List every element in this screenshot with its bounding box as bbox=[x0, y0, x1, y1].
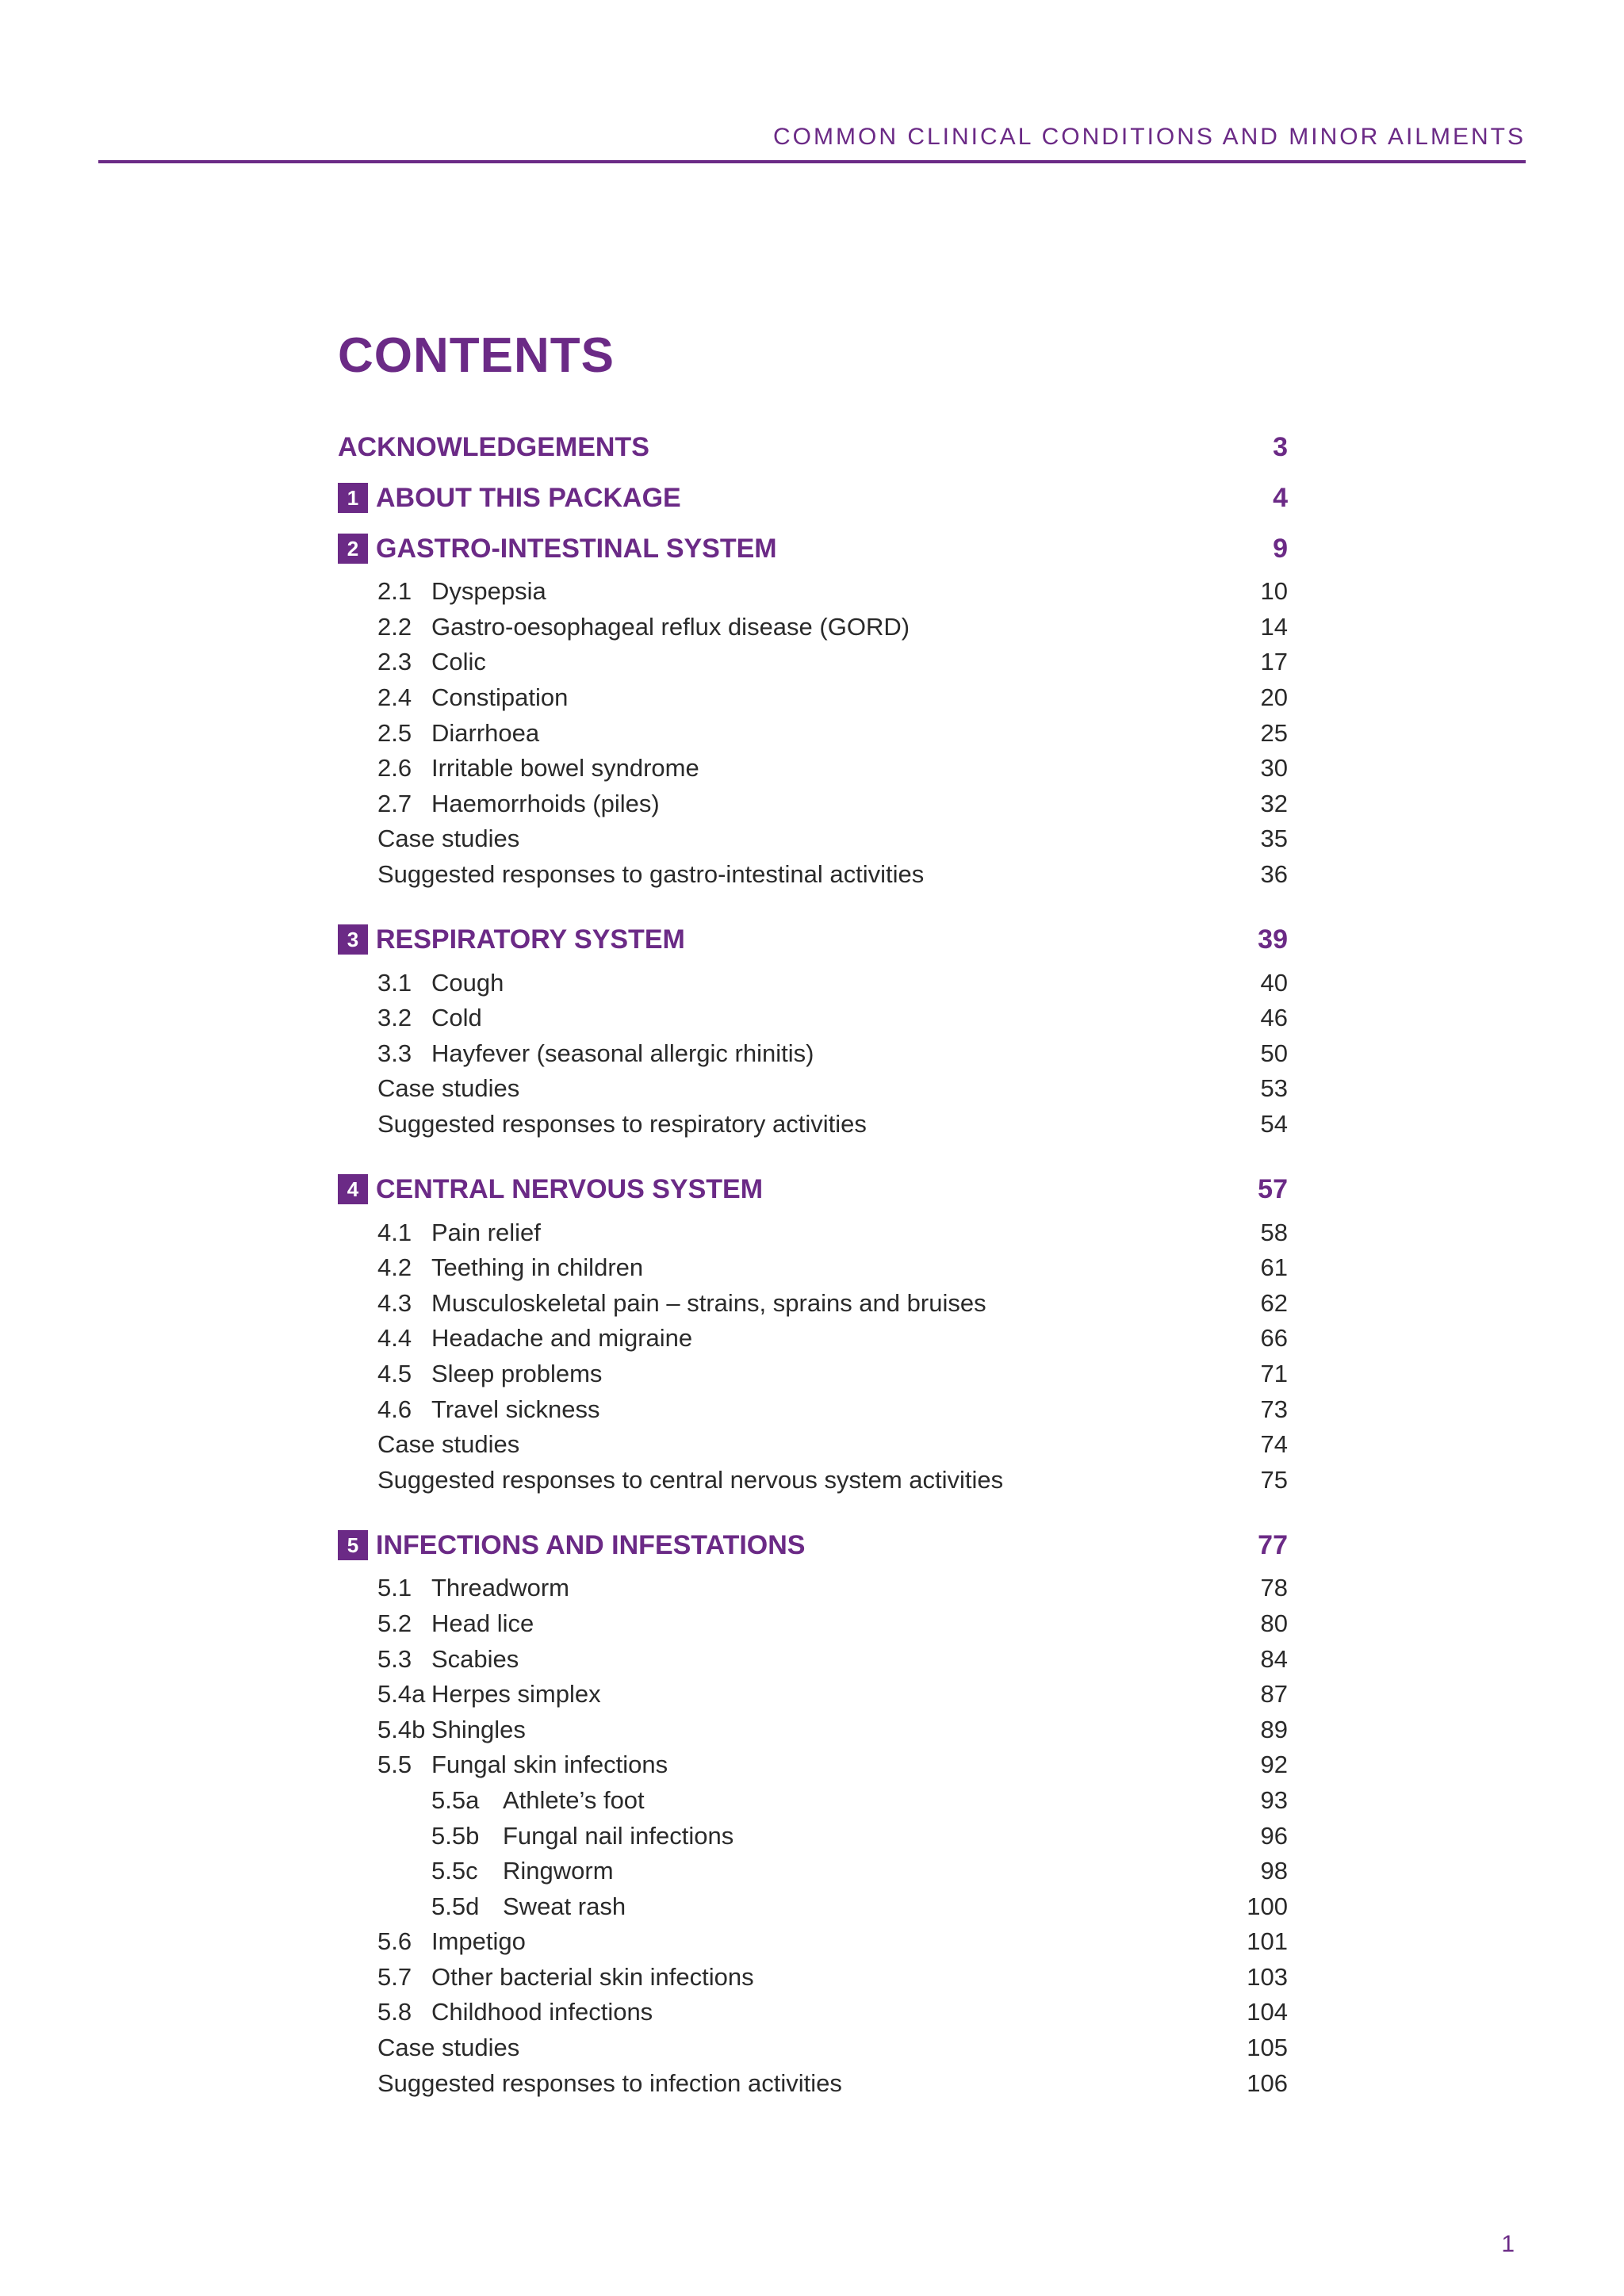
header-rule bbox=[98, 160, 1526, 163]
entry-label: Gastro-oesophageal reflux disease (GORD) bbox=[431, 612, 910, 641]
entry-label-group bbox=[377, 683, 568, 712]
entry-label-group bbox=[431, 1857, 614, 1885]
entry-label-group bbox=[377, 790, 660, 818]
entry-label: Colic bbox=[431, 648, 486, 676]
entry-label-group bbox=[377, 1998, 653, 2026]
entry-code: 3.3 bbox=[377, 1039, 412, 1067]
toc-subentry[interactable] bbox=[338, 1391, 1288, 1427]
entry-label: Suggested responses to central nervous system activities bbox=[377, 1465, 1004, 1494]
entry-code: 2.6 bbox=[377, 754, 412, 783]
toc-subentry[interactable] bbox=[338, 680, 1288, 716]
entry-label-group bbox=[377, 1716, 526, 1744]
entry-page-number: 98 bbox=[1260, 1857, 1288, 1885]
section-page-number: 39 bbox=[1258, 924, 1288, 955]
section-number-badge: 1 bbox=[338, 483, 368, 513]
toc-subentry[interactable] bbox=[338, 645, 1288, 680]
toc-subsubentry[interactable] bbox=[338, 1854, 1288, 1889]
entry-code: 5.3 bbox=[377, 1644, 412, 1673]
entry-code: 4.4 bbox=[377, 1324, 412, 1353]
toc-entry-title: ACKNOWLEDGEMENTS bbox=[338, 431, 649, 462]
entry-label: Dyspepsia bbox=[431, 577, 546, 606]
page-number: 1 bbox=[1501, 2231, 1515, 2257]
entry-code: 2.2 bbox=[377, 612, 412, 641]
entry-label-group bbox=[431, 1822, 733, 1850]
section-heading-label bbox=[338, 483, 681, 514]
entry-page-number: 61 bbox=[1260, 1253, 1288, 1282]
toc-subentry[interactable] bbox=[338, 2065, 1288, 2101]
toc-subentry[interactable] bbox=[338, 1250, 1288, 1286]
section-number-badge: 4 bbox=[338, 1174, 368, 1204]
section-title: GASTRO-INTESTINAL SYSTEM bbox=[376, 533, 777, 564]
entry-page-number: 89 bbox=[1260, 1715, 1288, 1743]
entry-label: Impetigo bbox=[431, 1927, 526, 1956]
entry-page-number: 96 bbox=[1260, 1821, 1288, 1850]
entry-label: Threadworm bbox=[431, 1574, 569, 1602]
entry-code: 2.1 bbox=[377, 577, 412, 606]
toc-subentry[interactable] bbox=[338, 1036, 1288, 1072]
toc-entry-acknowledgements[interactable] bbox=[338, 422, 1288, 473]
entry-page-number: 30 bbox=[1260, 754, 1288, 783]
entry-code: 4.1 bbox=[377, 1218, 412, 1246]
entry-page-number: 84 bbox=[1260, 1644, 1288, 1673]
entry-label-group bbox=[377, 1253, 643, 1282]
toc-section-heading[interactable] bbox=[338, 914, 1288, 965]
toc-subentry[interactable] bbox=[338, 1286, 1288, 1322]
section-page-number: 57 bbox=[1258, 1173, 1288, 1204]
entry-page-number: 100 bbox=[1247, 1892, 1288, 1920]
page-title: CONTENTS bbox=[338, 328, 615, 383]
entry-label-group bbox=[377, 613, 910, 641]
toc-subentry[interactable] bbox=[338, 1641, 1288, 1677]
section-heading-label bbox=[338, 1174, 763, 1205]
toc-subentry[interactable] bbox=[338, 1071, 1288, 1107]
entry-label: Case studies bbox=[377, 1430, 520, 1459]
toc-subentry[interactable] bbox=[338, 1357, 1288, 1392]
toc-section-heading[interactable] bbox=[338, 1520, 1288, 1571]
entry-code: 2.7 bbox=[377, 789, 412, 817]
entry-label: Scabies bbox=[431, 1644, 519, 1673]
toc-subentry[interactable] bbox=[338, 1924, 1288, 1960]
entry-label-group bbox=[377, 1219, 541, 1247]
entry-label: Cold bbox=[431, 1004, 482, 1032]
entry-page-number: 66 bbox=[1260, 1324, 1288, 1353]
entry-page-number: 53 bbox=[1260, 1074, 1288, 1103]
entry-page-number: 71 bbox=[1260, 1359, 1288, 1387]
entry-code: 3.1 bbox=[377, 968, 412, 997]
toc-section-heading[interactable] bbox=[338, 523, 1288, 574]
entry-label-group bbox=[377, 1609, 534, 1638]
entry-label: Ringworm bbox=[503, 1857, 614, 1885]
entry-code: 4.2 bbox=[377, 1253, 412, 1282]
section-title: INFECTIONS AND INFESTATIONS bbox=[376, 1529, 806, 1560]
entry-page-number: 75 bbox=[1260, 1465, 1288, 1494]
section-page-number: 4 bbox=[1273, 482, 1288, 513]
entry-label: Cough bbox=[431, 968, 504, 997]
entry-label: Sweat rash bbox=[503, 1892, 626, 1920]
entry-label: Constipation bbox=[431, 683, 569, 712]
entry-page-number: 93 bbox=[1260, 1785, 1288, 1814]
entry-page-number: 87 bbox=[1260, 1680, 1288, 1709]
entry-code: 4.5 bbox=[377, 1359, 412, 1387]
entry-page-number: 10 bbox=[1260, 577, 1288, 606]
section-spacer bbox=[338, 892, 1288, 914]
section-heading-label bbox=[338, 924, 685, 955]
entry-code: 3.2 bbox=[377, 1004, 412, 1032]
section-heading-label bbox=[338, 534, 777, 564]
entry-label: Musculoskeletal pain – strains, sprains and bruises bbox=[431, 1288, 986, 1317]
entry-label: Teething in children bbox=[431, 1253, 644, 1282]
entry-page-number: 101 bbox=[1247, 1927, 1288, 1956]
entry-label: Diarrhoea bbox=[431, 718, 540, 747]
section-page-number: 9 bbox=[1273, 533, 1288, 564]
entry-code: 5.6 bbox=[377, 1927, 412, 1956]
entry-code: 4.3 bbox=[377, 1288, 412, 1317]
section-spacer bbox=[338, 1498, 1288, 1520]
entry-label-group bbox=[377, 648, 486, 676]
entry-label-group bbox=[377, 1360, 602, 1388]
entry-label: Suggested responses to infection activities bbox=[377, 2068, 842, 2097]
entry-label: Other bacterial skin infections bbox=[431, 1962, 754, 1991]
entry-code: 5.8 bbox=[377, 1998, 412, 2026]
entry-label: Headache and migraine bbox=[431, 1324, 693, 1353]
toc-subentry[interactable] bbox=[338, 1571, 1288, 1606]
entry-page-number: 74 bbox=[1260, 1430, 1288, 1459]
toc-subentry[interactable] bbox=[338, 1712, 1288, 1747]
entry-label-group bbox=[431, 1786, 645, 1815]
section-title: CENTRAL NERVOUS SYSTEM bbox=[376, 1173, 764, 1204]
entry-label-group bbox=[377, 825, 519, 853]
entry-code: 4.6 bbox=[377, 1395, 412, 1423]
entry-page-number: 25 bbox=[1260, 718, 1288, 747]
toc-subentry[interactable] bbox=[338, 1321, 1288, 1357]
entry-label: Herpes simplex bbox=[431, 1680, 601, 1709]
toc-subentry[interactable] bbox=[338, 574, 1288, 610]
entry-page-number: 58 bbox=[1260, 1218, 1288, 1246]
entry-page-number: 46 bbox=[1260, 1004, 1288, 1032]
section-title: RESPIRATORY SYSTEM bbox=[376, 924, 685, 955]
toc-subentry[interactable] bbox=[338, 1677, 1288, 1712]
entry-label: Haemorrhoids (piles) bbox=[431, 789, 660, 817]
entry-code: 5.5b bbox=[431, 1821, 480, 1850]
entry-code: 5.2 bbox=[377, 1609, 412, 1637]
entry-page-number: 20 bbox=[1260, 683, 1288, 712]
entry-page-number: 92 bbox=[1260, 1751, 1288, 1779]
toc-subentry[interactable] bbox=[338, 1606, 1288, 1642]
entry-label: Childhood infections bbox=[431, 1998, 653, 2026]
entry-page-number: 35 bbox=[1260, 825, 1288, 853]
toc-entry-page: 3 bbox=[1273, 431, 1288, 462]
entry-label-group bbox=[377, 1574, 569, 1602]
toc-subentry[interactable] bbox=[338, 1462, 1288, 1498]
entry-label: Sleep problems bbox=[431, 1359, 603, 1387]
entry-page-number: 62 bbox=[1260, 1288, 1288, 1317]
entry-label-group bbox=[377, 1466, 1003, 1494]
toc-subentry[interactable] bbox=[338, 857, 1288, 893]
entry-label-group bbox=[377, 969, 504, 997]
entry-code: 5.4b bbox=[377, 1715, 426, 1743]
entry-page-number: 50 bbox=[1260, 1039, 1288, 1067]
entry-label-group bbox=[431, 1892, 626, 1921]
entry-label: Travel sickness bbox=[431, 1395, 600, 1423]
entry-label-group bbox=[377, 1963, 754, 1992]
entry-label: Athlete’s foot bbox=[503, 1785, 645, 1814]
entry-page-number: 14 bbox=[1260, 612, 1288, 641]
toc-section-heading[interactable] bbox=[338, 1164, 1288, 1215]
entry-label: Case studies bbox=[377, 1074, 520, 1103]
entry-label-group bbox=[377, 1927, 526, 1956]
entry-label-group bbox=[377, 2069, 842, 2098]
contents-page bbox=[338, 328, 1288, 2101]
section-page-number: 77 bbox=[1258, 1529, 1288, 1560]
toc-subentry[interactable] bbox=[338, 1215, 1288, 1250]
toc-subentry[interactable] bbox=[338, 1747, 1288, 1783]
section-heading-label bbox=[338, 1530, 805, 1561]
entry-code: 5.5c bbox=[431, 1857, 478, 1885]
entry-label-group bbox=[377, 1680, 601, 1709]
toc-subentry[interactable] bbox=[338, 1995, 1288, 2030]
entry-label-group bbox=[377, 1004, 482, 1032]
entry-page-number: 80 bbox=[1260, 1609, 1288, 1637]
toc-subentry[interactable] bbox=[338, 610, 1288, 645]
entry-page-number: 103 bbox=[1247, 1962, 1288, 1991]
entry-label-group bbox=[377, 860, 924, 889]
toc-subentry[interactable] bbox=[338, 1960, 1288, 1996]
entry-page-number: 32 bbox=[1260, 789, 1288, 817]
entry-page-number: 104 bbox=[1247, 1998, 1288, 2026]
entry-label-group bbox=[377, 577, 546, 606]
entry-label: Case studies bbox=[377, 2034, 520, 2062]
entry-label-group bbox=[377, 1074, 519, 1103]
toc-section-heading[interactable] bbox=[338, 473, 1288, 523]
entry-label-group bbox=[377, 1645, 519, 1674]
entry-label: Shingles bbox=[431, 1715, 526, 1743]
entry-label-group bbox=[377, 1430, 519, 1459]
toc-subsubentry[interactable] bbox=[338, 1783, 1288, 1819]
entry-page-number: 36 bbox=[1260, 860, 1288, 889]
entry-code: 5.1 bbox=[377, 1574, 412, 1602]
section-spacer bbox=[338, 1142, 1288, 1164]
toc-subsubentry[interactable] bbox=[338, 1888, 1288, 1924]
entry-label: Fungal skin infections bbox=[431, 1751, 668, 1779]
entry-label: Hayfever (seasonal allergic rhinitis) bbox=[431, 1039, 814, 1067]
toc-subentry[interactable] bbox=[338, 1107, 1288, 1142]
entry-label-group bbox=[377, 1324, 692, 1353]
toc-subentry[interactable] bbox=[338, 715, 1288, 751]
toc-subentry[interactable] bbox=[338, 965, 1288, 1001]
toc-subsubentry[interactable] bbox=[338, 1818, 1288, 1854]
section-number-badge: 5 bbox=[338, 1530, 368, 1560]
entry-label-group bbox=[377, 1110, 867, 1138]
section-title: ABOUT THIS PACKAGE bbox=[376, 482, 681, 513]
entry-label-group bbox=[377, 719, 539, 748]
toc-subentry[interactable] bbox=[338, 2030, 1288, 2066]
entry-label-group bbox=[377, 1751, 668, 1779]
entry-code: 2.5 bbox=[377, 718, 412, 747]
entry-label-group bbox=[377, 1289, 986, 1318]
entry-code: 2.3 bbox=[377, 648, 412, 676]
entry-page-number: 17 bbox=[1260, 648, 1288, 676]
entry-label: Case studies bbox=[377, 825, 520, 853]
toc-subentry[interactable] bbox=[338, 1427, 1288, 1463]
entry-label: Fungal nail infections bbox=[503, 1821, 734, 1850]
entry-label-group bbox=[377, 1039, 814, 1068]
entry-label: Suggested responses to gastro-intestinal activities bbox=[377, 860, 925, 889]
entry-page-number: 73 bbox=[1260, 1395, 1288, 1423]
entry-label: Suggested responses to respiratory activities bbox=[377, 1110, 867, 1138]
toc-subentry[interactable] bbox=[338, 786, 1288, 822]
toc-subentry[interactable] bbox=[338, 1001, 1288, 1036]
entry-label: Pain relief bbox=[431, 1218, 541, 1246]
entry-code: 2.4 bbox=[377, 683, 412, 712]
entry-page-number: 54 bbox=[1260, 1110, 1288, 1138]
entry-label-group bbox=[377, 2034, 519, 2062]
entry-page-number: 105 bbox=[1247, 2034, 1288, 2062]
entry-page-number: 40 bbox=[1260, 968, 1288, 997]
entry-label-group bbox=[377, 1395, 599, 1424]
entry-label: Irritable bowel syndrome bbox=[431, 754, 699, 783]
running-header: COMMON CLINICAL CONDITIONS AND MINOR AILMENTS bbox=[773, 124, 1526, 150]
section-number-badge: 3 bbox=[338, 924, 368, 955]
entry-code: 5.5d bbox=[431, 1892, 480, 1920]
entry-label: Head lice bbox=[431, 1609, 534, 1637]
entry-code: 5.4a bbox=[377, 1680, 426, 1709]
entry-page-number: 78 bbox=[1260, 1574, 1288, 1602]
section-number-badge: 2 bbox=[338, 534, 368, 564]
entry-code: 5.5a bbox=[431, 1785, 480, 1814]
entry-code: 5.5 bbox=[377, 1751, 412, 1779]
table-of-contents bbox=[338, 422, 1288, 2101]
toc-subentry[interactable] bbox=[338, 751, 1288, 786]
toc-subentry[interactable] bbox=[338, 821, 1288, 857]
entry-label-group bbox=[377, 754, 699, 783]
entry-page-number: 106 bbox=[1247, 2068, 1288, 2097]
entry-code: 5.7 bbox=[377, 1962, 412, 1991]
